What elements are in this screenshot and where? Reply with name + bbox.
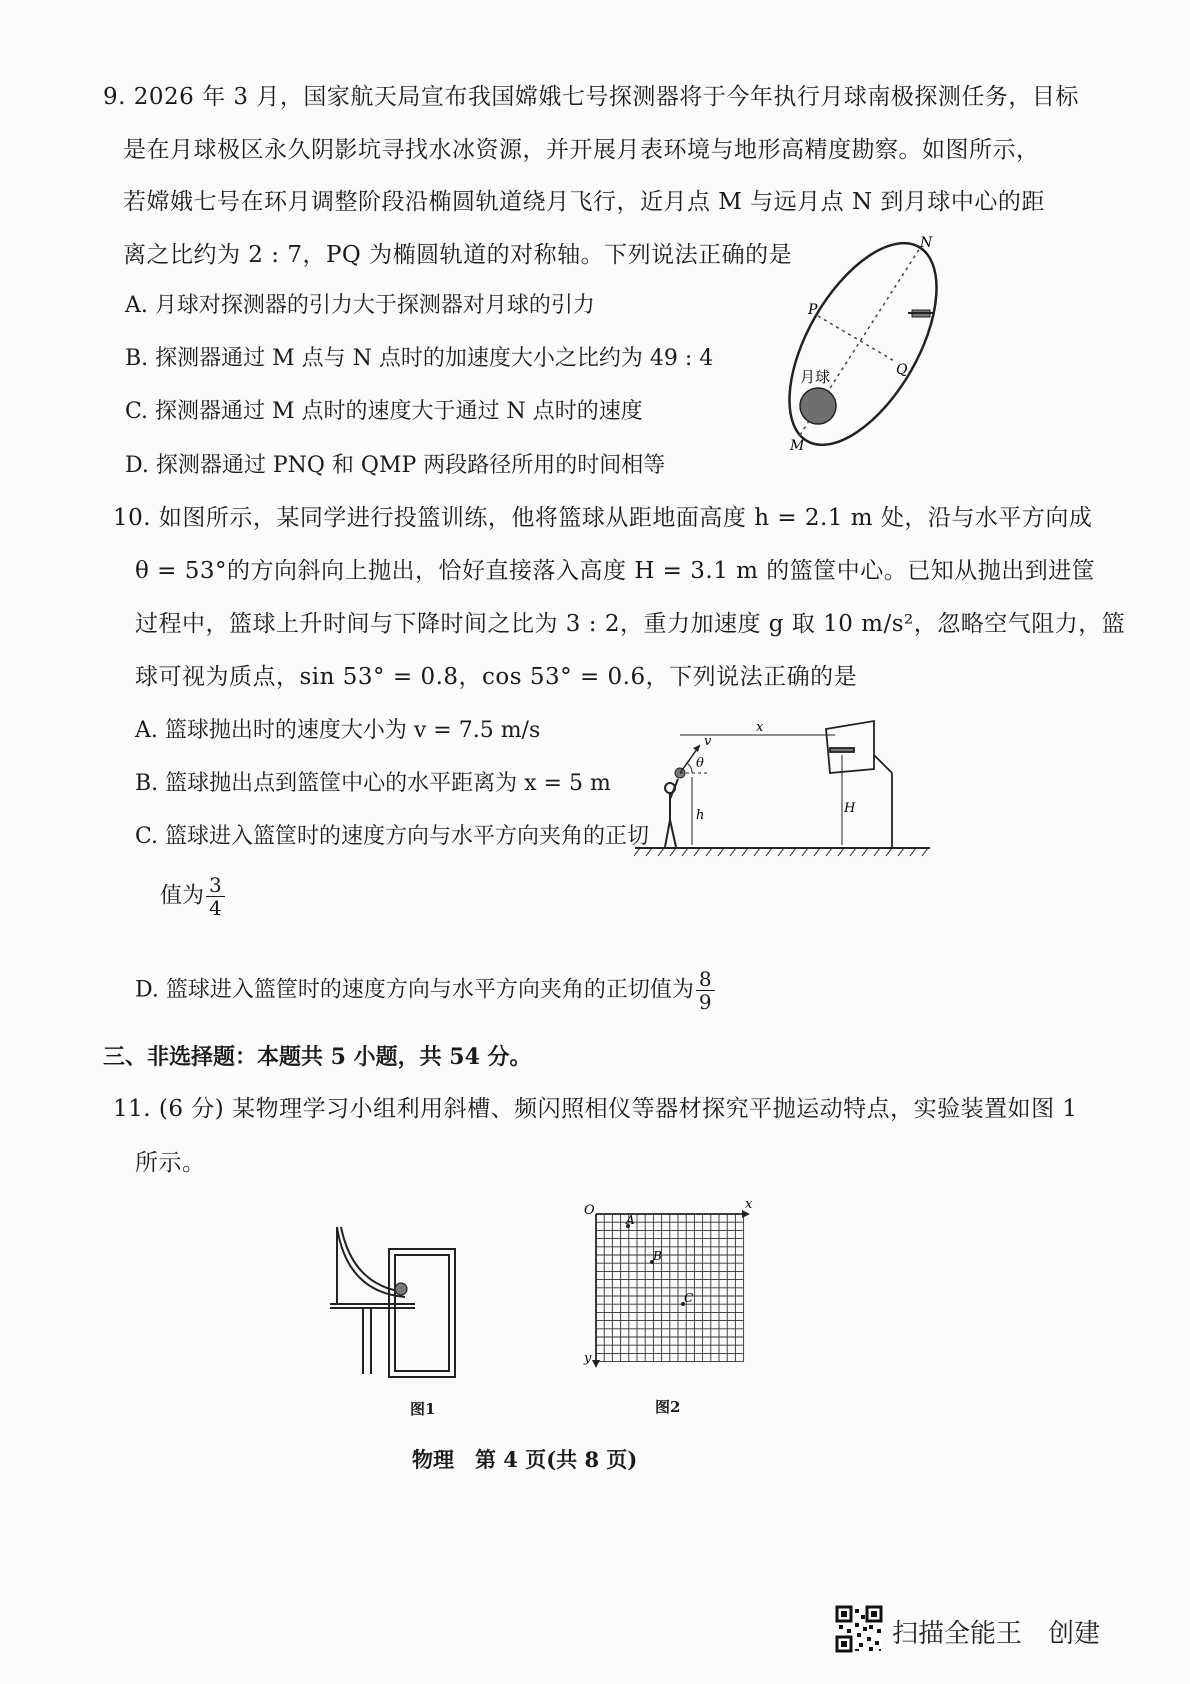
- q10-option-b: B. 篮球抛出点到篮筐中心的水平距离为 x = 5 m: [135, 771, 611, 796]
- q9-option-d: D. 探测器通过 PNQ 和 QMP 两段路径所用的时间相等: [125, 453, 666, 478]
- q11-grid-figure: [582, 1197, 757, 1380]
- q10-option-c-cont: [160, 874, 225, 919]
- hoop-assembly: [826, 721, 892, 847]
- label-N: N: [920, 235, 933, 251]
- q10-line-3: 过程中，篮球上升时间与下降时间之比为 3 : 2，重力加速度 g 取 10 m/s²，忽略空气阻力，篮: [135, 611, 1126, 637]
- ball-icon: [395, 1283, 407, 1295]
- probe-icon: [908, 310, 934, 317]
- q9-line-1: 9. 2026 年 3 月，国家航天局宣布我国嫦娥七号探测器将于今年执行月球南极探测任务，目标: [103, 84, 1079, 110]
- label-Q: Q: [896, 362, 908, 378]
- q9-option-a: A. 月球对探测器的引力大于探测器对月球的引力: [125, 293, 595, 318]
- q10-option-c-numerator: 3: [206, 874, 225, 897]
- q11-apparatus-figure: [325, 1222, 460, 1392]
- q11-line-1: 11. (6 分) 某物理学习小组利用斜槽、频闪照相仪等器材探究平抛运动特点，实验装置如图 1: [113, 1096, 1078, 1122]
- fig1-caption: 图1: [410, 1400, 436, 1418]
- grid-lines: [596, 1214, 744, 1362]
- q10-line-4: 球可视为质点，sin 53° = 0.8，cos 53° = 0.6，下列说法正确的是: [135, 664, 858, 690]
- q10-option-d-fraction: [696, 968, 715, 1013]
- q9-option-c: C. 探测器通过 M 点时的速度大于通过 N 点时的速度: [125, 399, 643, 424]
- q10-line-2: θ = 53°的方向斜向上抛出，恰好直接落入高度 H = 3.1 m 的篮筐中心。已知从抛出到进筐: [135, 558, 1096, 584]
- q10-option-c-fraction: [206, 874, 225, 919]
- label-x-axis: x: [745, 1197, 753, 1212]
- q10-option-c-text: 值为: [160, 883, 205, 909]
- q10-option-c: C. 篮球进入篮筐时的速度方向与水平方向夹角的正切: [135, 824, 650, 849]
- label-M: M: [790, 438, 805, 454]
- q9-line-4: 离之比约为 2 : 7，PQ 为椭圆轨道的对称轴。下列说法正确的是: [123, 242, 793, 268]
- q10-option-d: [135, 968, 715, 1013]
- scanner-watermark-text: 扫描全能王 创建: [892, 1619, 1101, 1649]
- label-theta: θ: [696, 756, 704, 771]
- q10-basketball-figure: [630, 715, 940, 860]
- q10-option-d-numerator: 8: [696, 968, 715, 991]
- label-A: A: [626, 1213, 635, 1227]
- q10-option-d-denominator: 9: [698, 990, 712, 1014]
- q10-option-a: A. 篮球抛出时的速度大小为 v = 7.5 m/s: [135, 718, 541, 743]
- label-moon: 月球: [800, 368, 831, 386]
- label-h: h: [696, 808, 705, 823]
- label-C: C: [684, 1291, 694, 1305]
- photo-frame: [389, 1249, 455, 1377]
- q10-option-c-denominator: 4: [209, 896, 222, 920]
- q9-line-3: 若嫦娥七号在环月调整阶段沿椭圆轨道绕月飞行，近月点 M 与远月点 N 到月球中心的距: [123, 189, 1045, 215]
- q9-line-2: 是在月球极区永久阴影坑寻找水冰资源，并开展月表环境与地形高精度勘察。如图所示，: [123, 137, 1040, 163]
- label-B: B: [653, 1249, 662, 1263]
- fig2-caption: 图2: [655, 1398, 681, 1416]
- page-footer: 物理 第 4 页(共 8 页): [412, 1447, 638, 1472]
- label-v: v: [704, 734, 712, 749]
- orbit-ellipse: [759, 220, 966, 469]
- ground-hatching: [634, 848, 928, 856]
- q10-option-d-text: D. 篮球进入篮筐时的速度方向与水平方向夹角的正切值为: [135, 977, 694, 1003]
- q9-orbit-figure: [770, 230, 970, 460]
- theta-arc: [687, 763, 692, 773]
- qr-code-icon: [835, 1605, 883, 1653]
- section-three-heading: 三、非选择题：本题共 5 小题，共 54 分。: [103, 1044, 532, 1070]
- q11-line-2: 所示。: [135, 1150, 206, 1176]
- label-x: x: [756, 720, 764, 735]
- q9-option-b: B. 探测器通过 M 点与 N 点时的加速度大小之比约为 49 : 4: [125, 346, 714, 371]
- label-P: P: [808, 302, 818, 318]
- y-axis-arrowhead: [592, 1360, 600, 1368]
- label-y-axis: y: [584, 1351, 592, 1366]
- q10-line-1: 10. 如图所示，某同学进行投篮训练，他将篮球从距地面高度 h = 2.1 m 处，沿与水平方向成: [113, 505, 1093, 531]
- label-H: H: [844, 801, 856, 816]
- moon-disc: [800, 388, 836, 424]
- label-O: O: [584, 1203, 595, 1218]
- axis-pq: [818, 316, 896, 362]
- player-figure: [665, 779, 678, 847]
